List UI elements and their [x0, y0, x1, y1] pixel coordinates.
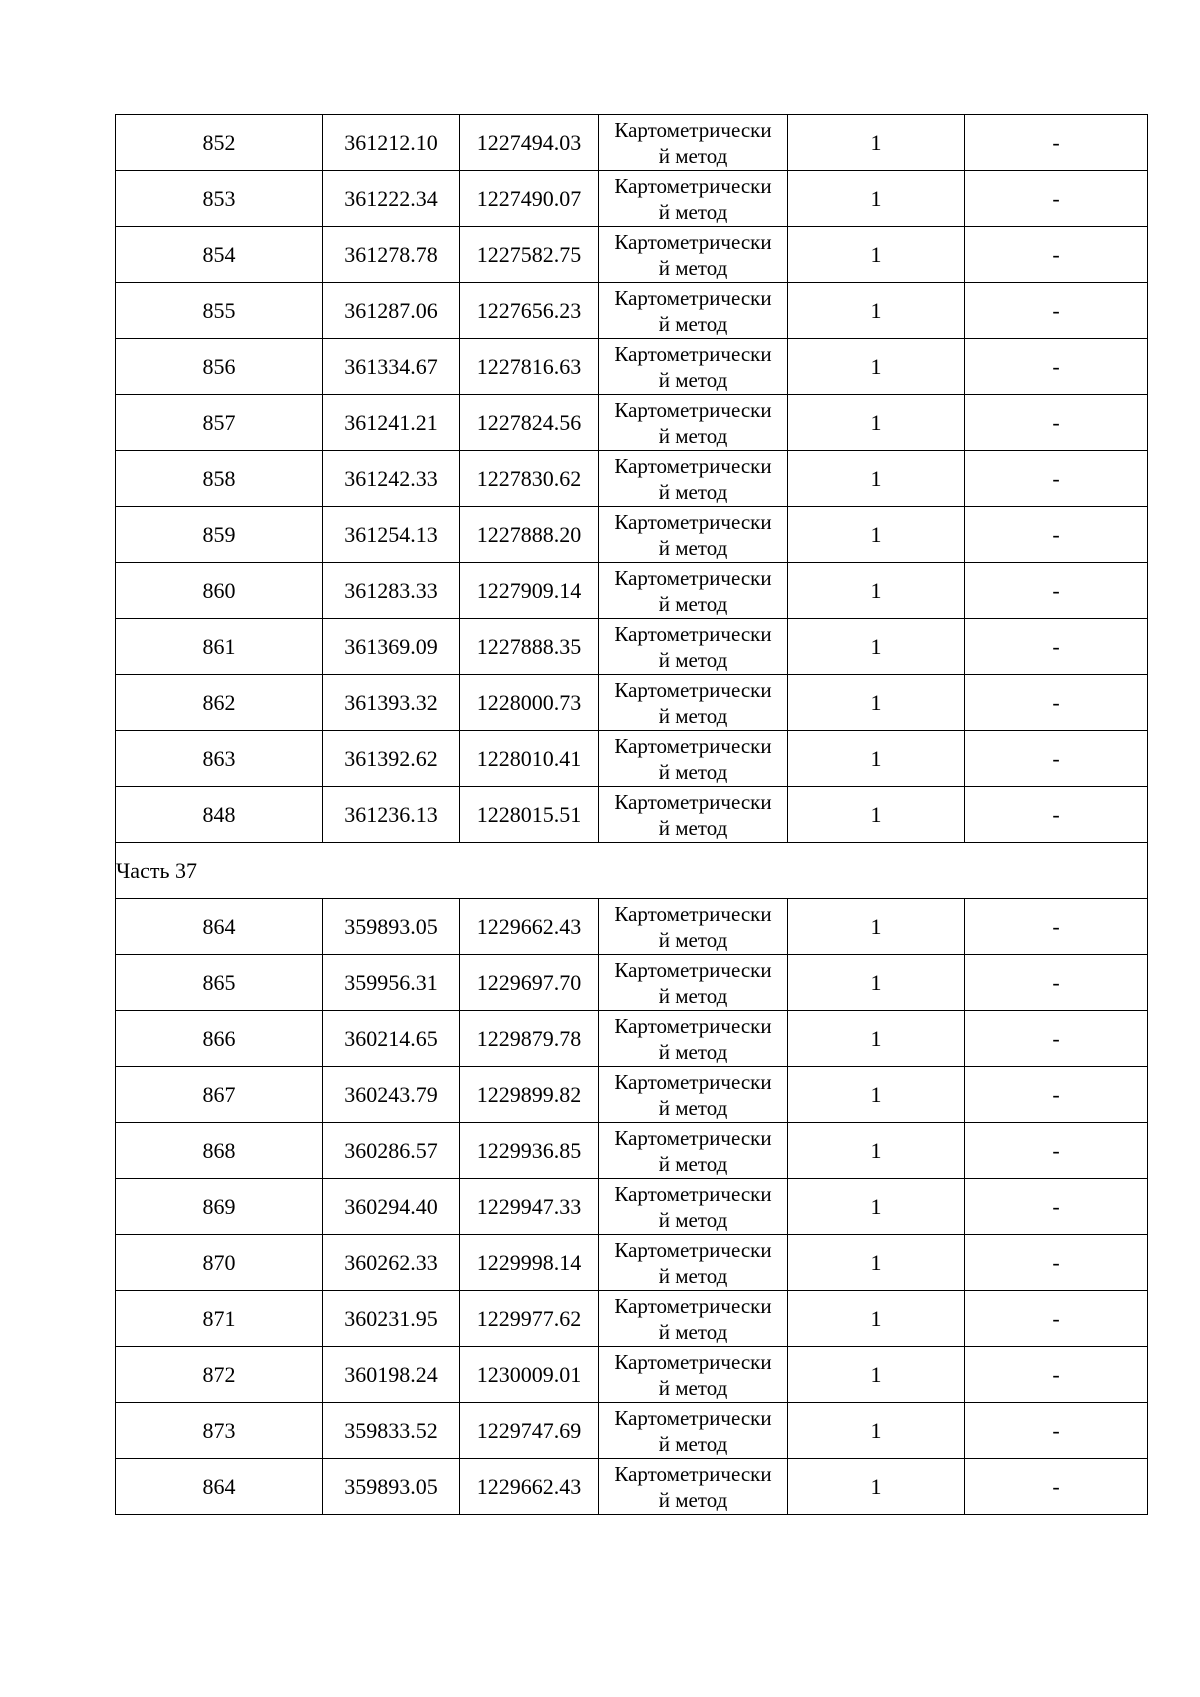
- method-line-2: й метод: [658, 255, 728, 280]
- coord-x: 360214.65: [323, 1011, 460, 1067]
- coord-x: 361393.32: [323, 675, 460, 731]
- method-line-1: Картометрически: [614, 1405, 772, 1430]
- accuracy: 1: [788, 899, 965, 955]
- point-number: 852: [116, 115, 323, 171]
- accuracy: 1: [788, 1235, 965, 1291]
- coord-x: 360243.79: [323, 1067, 460, 1123]
- coord-y: 1229936.85: [460, 1123, 599, 1179]
- accuracy: 1: [788, 283, 965, 339]
- note: -: [965, 787, 1148, 843]
- coord-y: 1229977.62: [460, 1291, 599, 1347]
- point-number: 855: [116, 283, 323, 339]
- point-number: 861: [116, 619, 323, 675]
- method-cell: [599, 899, 788, 955]
- table-row: [116, 619, 1148, 675]
- method-line-2: й метод: [658, 311, 728, 336]
- table-row: [116, 1235, 1148, 1291]
- table-row: [116, 1347, 1148, 1403]
- method-line-1: Картометрически: [614, 1293, 772, 1318]
- method-line-2: й метод: [658, 1039, 728, 1064]
- accuracy: 1: [788, 1459, 965, 1515]
- coord-x: 361287.06: [323, 283, 460, 339]
- method-cell: [599, 955, 788, 1011]
- method-line-2: й метод: [658, 815, 728, 840]
- method-line-2: й метод: [658, 983, 728, 1008]
- accuracy: 1: [788, 1403, 965, 1459]
- point-number: 864: [116, 899, 323, 955]
- accuracy: 1: [788, 787, 965, 843]
- note: -: [965, 619, 1148, 675]
- accuracy: 1: [788, 395, 965, 451]
- note: -: [965, 955, 1148, 1011]
- method-line-1: Картометрически: [614, 1349, 772, 1374]
- table-row: [116, 1459, 1148, 1515]
- method-cell: [599, 115, 788, 171]
- method-cell: [599, 1235, 788, 1291]
- accuracy: 1: [788, 1123, 965, 1179]
- coord-x: 361334.67: [323, 339, 460, 395]
- point-number: 848: [116, 787, 323, 843]
- method-line-1: Картометрически: [614, 733, 772, 758]
- coord-y: 1229879.78: [460, 1011, 599, 1067]
- coord-y: 1230009.01: [460, 1347, 599, 1403]
- method-cell: [599, 619, 788, 675]
- method-line-1: Картометрически: [614, 1125, 772, 1150]
- note: -: [965, 675, 1148, 731]
- coord-x: 361369.09: [323, 619, 460, 675]
- table-row: [116, 395, 1148, 451]
- coordinates-table: [115, 114, 1148, 1515]
- table-row: [116, 1179, 1148, 1235]
- method-cell: [599, 339, 788, 395]
- method-line-1: Картометрически: [614, 677, 772, 702]
- note: -: [965, 899, 1148, 955]
- method-cell: [599, 395, 788, 451]
- method-line-2: й метод: [658, 199, 728, 224]
- point-number: 873: [116, 1403, 323, 1459]
- coord-x: 359893.05: [323, 899, 460, 955]
- point-number: 863: [116, 731, 323, 787]
- table-row: [116, 787, 1148, 843]
- note: -: [965, 115, 1148, 171]
- method-line-1: Картометрически: [614, 229, 772, 254]
- method-line-1: Картометрически: [614, 509, 772, 534]
- accuracy: 1: [788, 115, 965, 171]
- method-cell: [599, 1123, 788, 1179]
- accuracy: 1: [788, 1179, 965, 1235]
- method-line-1: Картометрически: [614, 957, 772, 982]
- coord-x: 360198.24: [323, 1347, 460, 1403]
- coord-y: 1229662.43: [460, 899, 599, 955]
- point-number: 857: [116, 395, 323, 451]
- note: -: [965, 1347, 1148, 1403]
- coord-y: 1227582.75: [460, 227, 599, 283]
- note: -: [965, 451, 1148, 507]
- table-row: [116, 339, 1148, 395]
- method-line-2: й метод: [658, 1375, 728, 1400]
- point-number: 859: [116, 507, 323, 563]
- note: -: [965, 1179, 1148, 1235]
- method-cell: [599, 1067, 788, 1123]
- note: -: [965, 227, 1148, 283]
- coord-y: 1227494.03: [460, 115, 599, 171]
- method-line-1: Картометрически: [614, 901, 772, 926]
- table-row: [116, 563, 1148, 619]
- method-line-2: й метод: [658, 1151, 728, 1176]
- method-line-2: й метод: [658, 1095, 728, 1120]
- coord-y: 1228010.41: [460, 731, 599, 787]
- method-line-2: й метод: [658, 759, 728, 784]
- coord-x: 360286.57: [323, 1123, 460, 1179]
- note: -: [965, 1403, 1148, 1459]
- method-line-2: й метод: [658, 1319, 728, 1344]
- coord-x: 361236.13: [323, 787, 460, 843]
- method-line-1: Картометрически: [614, 1461, 772, 1486]
- coord-x: 360294.40: [323, 1179, 460, 1235]
- note: -: [965, 1067, 1148, 1123]
- method-line-1: Картометрически: [614, 1013, 772, 1038]
- coord-x: 359833.52: [323, 1403, 460, 1459]
- table-row: [116, 955, 1148, 1011]
- note: -: [965, 339, 1148, 395]
- method-cell: [599, 507, 788, 563]
- method-cell: [599, 171, 788, 227]
- coord-y: 1227830.62: [460, 451, 599, 507]
- method-line-2: й метод: [658, 479, 728, 504]
- method-line-2: й метод: [658, 927, 728, 952]
- coord-x: 361242.33: [323, 451, 460, 507]
- coord-y: 1228015.51: [460, 787, 599, 843]
- table-row: [116, 675, 1148, 731]
- method-line-2: й метод: [658, 1263, 728, 1288]
- method-cell: [599, 1459, 788, 1515]
- coord-y: 1229662.43: [460, 1459, 599, 1515]
- coord-y: 1227888.35: [460, 619, 599, 675]
- coord-y: 1229747.69: [460, 1403, 599, 1459]
- coordinates-table-body: [116, 115, 1148, 1515]
- method-line-2: й метод: [658, 367, 728, 392]
- point-number: 867: [116, 1067, 323, 1123]
- accuracy: 1: [788, 1067, 965, 1123]
- note: -: [965, 1291, 1148, 1347]
- section-label: Часть 37: [116, 843, 1148, 899]
- method-cell: [599, 675, 788, 731]
- table-row: [116, 227, 1148, 283]
- coord-x: 361283.33: [323, 563, 460, 619]
- method-cell: [599, 787, 788, 843]
- point-number: 871: [116, 1291, 323, 1347]
- table-row: [116, 731, 1148, 787]
- method-line-2: й метод: [658, 1487, 728, 1512]
- table-row: [116, 507, 1148, 563]
- method-line-2: й метод: [658, 1207, 728, 1232]
- method-line-1: Картометрически: [614, 565, 772, 590]
- point-number: 856: [116, 339, 323, 395]
- accuracy: 1: [788, 171, 965, 227]
- accuracy: 1: [788, 1347, 965, 1403]
- accuracy: 1: [788, 619, 965, 675]
- coord-y: 1227909.14: [460, 563, 599, 619]
- coord-y: 1227490.07: [460, 171, 599, 227]
- method-line-2: й метод: [658, 535, 728, 560]
- note: -: [965, 1459, 1148, 1515]
- accuracy: 1: [788, 1011, 965, 1067]
- note: -: [965, 563, 1148, 619]
- coord-x: 360262.33: [323, 1235, 460, 1291]
- method-cell: [599, 563, 788, 619]
- method-line-1: Картометрически: [614, 1237, 772, 1262]
- accuracy: 1: [788, 955, 965, 1011]
- coord-x: 361212.10: [323, 115, 460, 171]
- table-row: [116, 1291, 1148, 1347]
- accuracy: 1: [788, 451, 965, 507]
- point-number: 865: [116, 955, 323, 1011]
- method-line-1: Картометрически: [614, 1181, 772, 1206]
- accuracy: 1: [788, 507, 965, 563]
- coord-x: 361278.78: [323, 227, 460, 283]
- coord-y: 1228000.73: [460, 675, 599, 731]
- table-row: [116, 1067, 1148, 1123]
- note: -: [965, 507, 1148, 563]
- note: -: [965, 1235, 1148, 1291]
- method-cell: [599, 1011, 788, 1067]
- table-row: [116, 1403, 1148, 1459]
- method-line-1: Картометрически: [614, 341, 772, 366]
- point-number: 868: [116, 1123, 323, 1179]
- point-number: 872: [116, 1347, 323, 1403]
- accuracy: 1: [788, 731, 965, 787]
- coord-y: 1229947.33: [460, 1179, 599, 1235]
- method-cell: [599, 1179, 788, 1235]
- point-number: 854: [116, 227, 323, 283]
- table-row: [116, 899, 1148, 955]
- table-row: [116, 1011, 1148, 1067]
- coord-y: 1227656.23: [460, 283, 599, 339]
- method-cell: [599, 283, 788, 339]
- table-row: [116, 283, 1148, 339]
- coord-x: 361254.13: [323, 507, 460, 563]
- coord-x: 361222.34: [323, 171, 460, 227]
- coord-x: 361241.21: [323, 395, 460, 451]
- accuracy: 1: [788, 563, 965, 619]
- coord-y: 1229998.14: [460, 1235, 599, 1291]
- point-number: 869: [116, 1179, 323, 1235]
- point-number: 860: [116, 563, 323, 619]
- point-number: 866: [116, 1011, 323, 1067]
- coord-x: 361392.62: [323, 731, 460, 787]
- note: -: [965, 731, 1148, 787]
- method-line-1: Картометрически: [614, 397, 772, 422]
- coord-x: 359893.05: [323, 1459, 460, 1515]
- method-line-2: й метод: [658, 1431, 728, 1456]
- method-line-2: й метод: [658, 423, 728, 448]
- note: -: [965, 1011, 1148, 1067]
- method-line-1: Картометрически: [614, 621, 772, 646]
- method-cell: [599, 451, 788, 507]
- method-cell: [599, 1347, 788, 1403]
- method-line-1: Картометрически: [614, 285, 772, 310]
- method-line-2: й метод: [658, 703, 728, 728]
- coord-y: 1229899.82: [460, 1067, 599, 1123]
- note: -: [965, 283, 1148, 339]
- accuracy: 1: [788, 1291, 965, 1347]
- coord-y: 1229697.70: [460, 955, 599, 1011]
- point-number: 858: [116, 451, 323, 507]
- note: -: [965, 395, 1148, 451]
- coord-y: 1227888.20: [460, 507, 599, 563]
- table-row: [116, 171, 1148, 227]
- method-line-2: й метод: [658, 143, 728, 168]
- table-row: [116, 115, 1148, 171]
- method-line-1: Картометрически: [614, 173, 772, 198]
- accuracy: 1: [788, 227, 965, 283]
- method-line-2: й метод: [658, 591, 728, 616]
- coord-x: 359956.31: [323, 955, 460, 1011]
- method-cell: [599, 1291, 788, 1347]
- note: -: [965, 171, 1148, 227]
- accuracy: 1: [788, 339, 965, 395]
- method-line-2: й метод: [658, 647, 728, 672]
- table-row: [116, 451, 1148, 507]
- method-line-1: Картометрически: [614, 1069, 772, 1094]
- coord-x: 360231.95: [323, 1291, 460, 1347]
- point-number: 864: [116, 1459, 323, 1515]
- method-cell: [599, 227, 788, 283]
- accuracy: 1: [788, 675, 965, 731]
- table-row: [116, 1123, 1148, 1179]
- method-line-1: Картометрически: [614, 789, 772, 814]
- method-cell: [599, 731, 788, 787]
- method-cell: [599, 1403, 788, 1459]
- section-row: [116, 843, 1148, 899]
- method-line-1: Картометрически: [614, 117, 772, 142]
- point-number: 870: [116, 1235, 323, 1291]
- coord-y: 1227816.63: [460, 339, 599, 395]
- note: -: [965, 1123, 1148, 1179]
- point-number: 862: [116, 675, 323, 731]
- point-number: 853: [116, 171, 323, 227]
- method-line-1: Картометрически: [614, 453, 772, 478]
- coord-y: 1227824.56: [460, 395, 599, 451]
